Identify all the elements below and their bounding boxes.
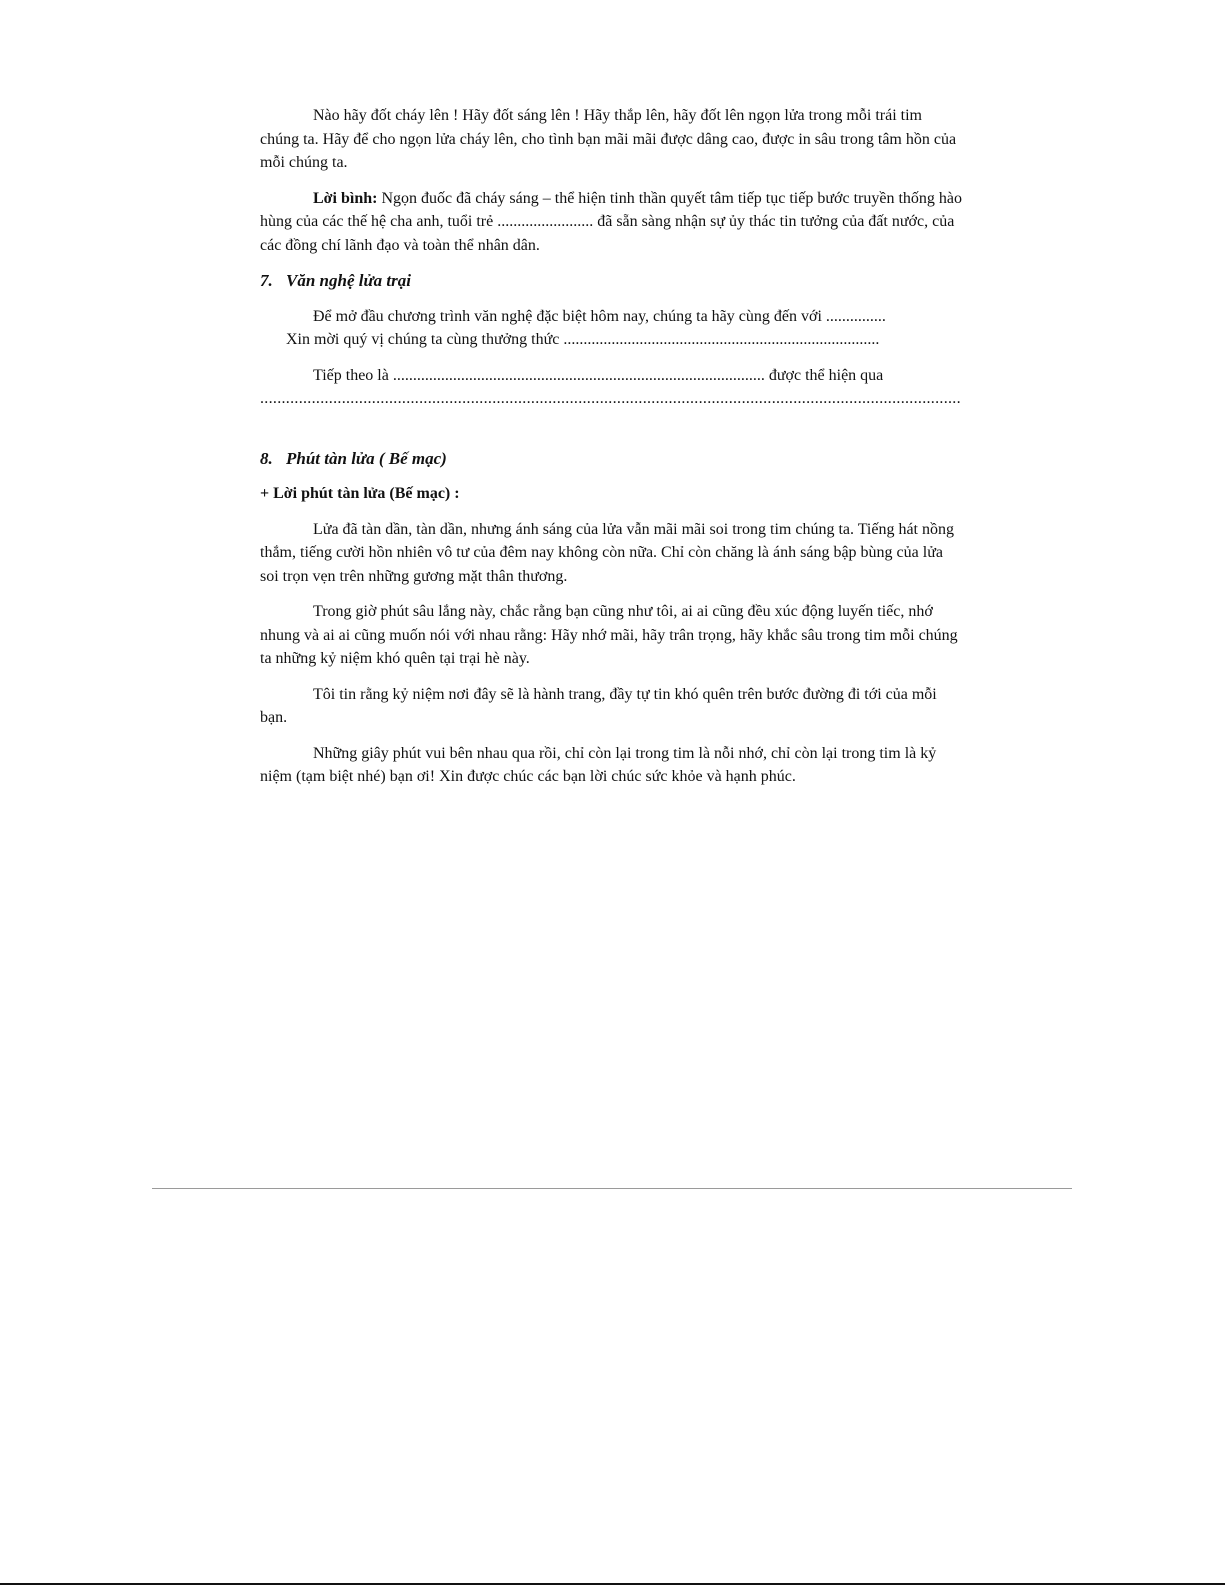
section-8-paragraph: Lửa đã tàn dần, tàn dần, nhưng ánh sáng của lửa vẫn mãi mãi soi trong tim chúng ta. Tiếng hát nồng thắm, tiếng cười hồn nhiên vô tư của đêm nay không còn nữa. Chỉ còn chăng là ánh sáng bập bùng của lửa soi trọn vẹn trên những gương mặt thân thương. [260,520,954,585]
section-7-line-1: Để mở đầu chương trình văn nghệ đặc biệt hôm nay, chúng ta hãy cùng đến với ............... [313,307,886,325]
commentary-paragraph [260,187,964,258]
section-7-line-2: Xin mời quý vị chúng ta cùng thưởng thức ............................................................................... [286,331,880,348]
section-8-number: 8. [260,448,273,468]
section-7-heading [260,269,964,293]
section-8-title: Phút tàn lửa ( Bế mạc) [286,448,447,468]
section-8-heading [260,447,964,471]
section-8-subheading: + Lời phút tàn lửa (Bế mạc) : [260,485,460,502]
section-7-line-4: ................................................................................................................................................................... [260,390,961,407]
section-8-paragraph: Những giây phút vui bên nhau qua rồi, chỉ còn lại trong tim là nỗi nhớ, chỉ còn lại trong tim là kỷ niệm (tạm biệt nhé) bạn ơi! Xin được chúc các bạn lời chúc sức khỏe và hạnh phúc. [260,744,937,785]
section-8-paragraph: Trong giờ phút sâu lắng này, chắc rằng bạn cũng như tôi, ai ai cũng đều xúc động luyến tiếc, nhớ nhung và ai ai cũng muốn nói với nhau rằng: Hãy nhớ mãi, hãy trân trọng, hãy khắc sâu trong tim mỗi chúng ta những kỷ niệm khó quên tại trại hè này. [260,603,958,667]
section-7-title: Văn nghệ lửa trại [286,271,411,290]
footer-divider [152,1188,1072,1189]
commentary-label: Lời bình: [313,189,378,207]
section-7-line-3: Tiếp theo là ............................................................................................. được thể hiện qua [313,366,884,384]
section-8-paragraph: Tôi tin rằng kỷ niệm nơi đây sẽ là hành trang, đầy tự tin khó quên trên bước đường đi tới của mỗi bạn. [260,685,937,726]
intro-paragraph: Nào hãy đốt cháy lên ! Hãy đốt sáng lên ! Hãy thắp lên, hãy đốt lên ngọn lửa trong mỗi trái tim chúng ta. Hãy để cho ngọn lửa cháy lên, cho tình bạn mãi mãi được dâng cao, được in sâu trong tâm hồn của mỗi chúng ta. [260,107,957,171]
document-page [260,104,964,801]
section-7-number: 7. [260,271,273,290]
commentary-text: Ngọn đuốc đã cháy sáng – thể hiện tinh thần quyết tâm tiếp tục tiếp bước truyền thống hào hùng của các thế hệ cha anh, tuổi trẻ ........................ đã sẵn sàng nhận sự ủy thác tin tưởng của đất nước, của các đồng chí lãnh đạo và toàn thể nhân dân. [260,189,962,254]
